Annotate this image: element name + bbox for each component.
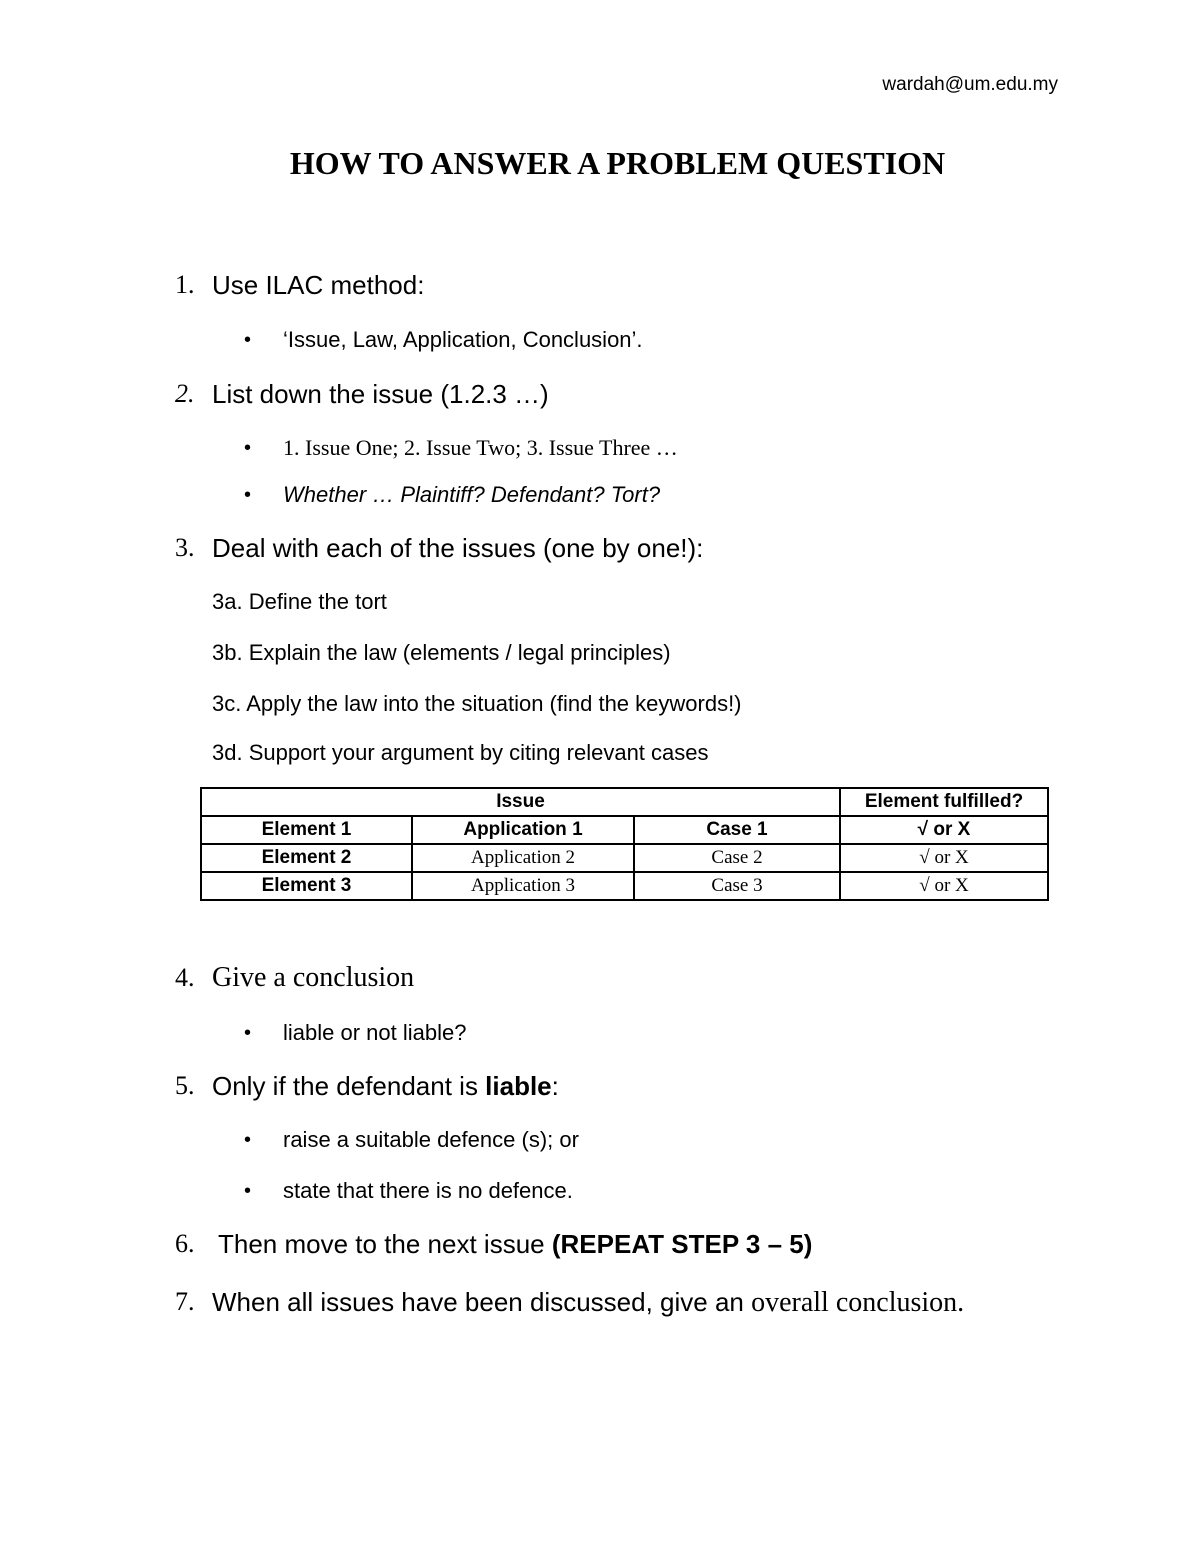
- table-row: [201, 872, 1048, 900]
- table-row: [201, 844, 1048, 872]
- substep-3d: 3d. Support your argument by citing relevant cases: [212, 740, 709, 765]
- bullet-text: liable or not liable?: [283, 1020, 467, 1045]
- bullet-text: Whether … Plaintiff? Defendant? Tort?: [283, 482, 661, 507]
- table-cell-fulfilled: √ or X: [840, 816, 1048, 844]
- table-cell-case: Case 1: [634, 816, 840, 844]
- bullet-icon: •: [244, 329, 252, 351]
- table-cell-case: Case 3: [634, 872, 840, 900]
- step-text: Give a conclusion: [212, 962, 415, 993]
- step-text: [212, 1287, 964, 1319]
- table-cell-fulfilled: √ or X: [840, 872, 1048, 900]
- step-text-serif: overall conclusion.: [751, 1287, 965, 1318]
- table-header-fulfilled: Element fulfilled?: [840, 788, 1048, 816]
- table-cell-element: Element 1: [201, 816, 412, 844]
- bullet-text: raise a suitable defence (s); or: [283, 1127, 579, 1152]
- step-number: 5.: [175, 1071, 195, 1100]
- bullet-icon: •: [244, 1129, 252, 1151]
- table-cell-element: Element 2: [201, 844, 412, 872]
- substep-3b: 3b. Explain the law (elements / legal principles): [212, 640, 671, 665]
- table-cell-application: Application 3: [412, 872, 634, 900]
- table-cell-fulfilled: √ or X: [840, 844, 1048, 872]
- step-text-normal: Then move to the next issue: [218, 1229, 552, 1259]
- bullet-text: state that there is no defence.: [283, 1178, 573, 1203]
- bullet-text: ‘Issue, Law, Application, Conclusion’.: [283, 327, 643, 352]
- step-text: List down the issue (1.2.3 …): [212, 379, 549, 409]
- page-title: HOW TO ANSWER A PROBLEM QUESTION: [289, 145, 946, 181]
- step-text: [218, 1229, 812, 1260]
- step-text: Deal with each of the issues (one by one!):: [212, 533, 704, 563]
- step-number: 2.: [175, 379, 195, 408]
- bullet-icon: •: [244, 484, 252, 506]
- step-text-after: :: [551, 1071, 559, 1101]
- substep-3a: 3a. Define the tort: [212, 589, 387, 614]
- issue-element-table: [200, 787, 1049, 901]
- step-text-bold: liable: [485, 1071, 552, 1101]
- author-email: wardah@um.edu.my: [882, 74, 1058, 95]
- step-text-before: Only if the defendant is: [212, 1071, 486, 1101]
- step-text: Use ILAC method:: [212, 270, 425, 300]
- bullet-text: 1. Issue One; 2. Issue Two; 3. Issue Three …: [283, 435, 678, 460]
- step-number: 3.: [175, 533, 195, 562]
- step-text-sans: When all issues have been discussed, give an: [212, 1287, 752, 1317]
- table-cell-element: Element 3: [201, 872, 412, 900]
- bullet-icon: •: [244, 437, 252, 459]
- bullet-icon: •: [244, 1022, 252, 1044]
- bullet-icon: •: [244, 1180, 252, 1202]
- table-row: [201, 816, 1048, 844]
- step-number: 6.: [175, 1229, 195, 1258]
- table-cell-case: Case 2: [634, 844, 840, 872]
- table-cell-application: Application 1: [412, 816, 634, 844]
- table-header-issue: Issue: [201, 788, 840, 816]
- step-text: [212, 1071, 559, 1102]
- table-cell-application: Application 2: [412, 844, 634, 872]
- step-number: 1.: [175, 270, 195, 299]
- step-number: 4.: [175, 963, 195, 992]
- table-header-row: [201, 788, 1048, 816]
- step-number: 7.: [175, 1287, 195, 1316]
- step-text-bold: (REPEAT STEP 3 – 5): [551, 1229, 813, 1259]
- substep-3c: 3c. Apply the law into the situation (find the keywords!): [212, 691, 742, 716]
